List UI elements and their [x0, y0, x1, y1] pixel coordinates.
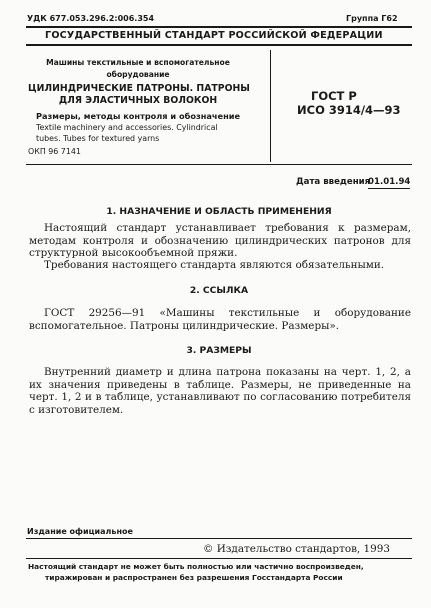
header-rule-top — [26, 26, 412, 28]
title-line2: оборудование — [106, 70, 170, 79]
header-rule-bottom — [26, 44, 412, 46]
copyright-notice-2: тиражирован и распространен без разрешения Госстандарта России — [45, 573, 343, 582]
title-main2: ДЛЯ ЭЛАСТИЧНЫХ ВОЛОКОН — [58, 95, 218, 106]
title-block-rule — [26, 164, 412, 165]
title-english-1: Textile machinery and accessories. Cylindrical — [36, 123, 218, 132]
title-line1: Машины текстильные и вспомогательное — [46, 58, 230, 67]
intro-date-value: 01.01.94 — [368, 177, 411, 187]
official-edition: Издание официальное — [27, 527, 133, 536]
title-divider — [270, 50, 271, 162]
title-subtitle: Размеры, методы контроля и обозначение — [36, 111, 241, 121]
copyright-notice-1: Настоящий стандарт не может быть полностью или частично воспроизведен, — [28, 562, 364, 571]
title-english-2: tubes. Tubes for textured yarns — [36, 134, 160, 143]
section2-title: 2. ССЫЛКА — [189, 285, 249, 296]
section1-title: 1. НАЗНАЧЕНИЕ И ОБЛАСТЬ ПРИМЕНЕНИЯ — [106, 206, 332, 217]
section1-paragraph1: Настоящий стандарт устанавливает требования к размерам, методам контроля и обозначению цилиндрических патронов для структурной высокообъемной пряжи. — [29, 222, 411, 260]
section1-paragraph2: Требования настоящего стандарта являются обязательными. — [44, 259, 385, 271]
intro-date-label: Дата введения — [296, 177, 371, 187]
gost-code: ГОСТ Р — [311, 89, 357, 103]
section3-paragraph1: Внутренний диаметр и длина патрона показаны на черт. 1, 2, а их значения приведены в таблице. Размеры, не приведенные на черт. 1, 2 и в таблице, устанавливают по согласованию потребителя с изготовителем. — [29, 366, 411, 416]
footer-rule-bottom — [26, 558, 412, 559]
group-label: Группа Г62 — [346, 14, 398, 23]
title-main1: ЦИЛИНДРИЧЕСКИЕ ПАТРОНЫ. ПАТРОНЫ — [28, 83, 250, 94]
udc-code: УДК 677.053.296.2:006.354 — [27, 14, 155, 23]
okp-code: ОКП 96 7141 — [28, 147, 81, 156]
section3-title: 3. РАЗМЕРЫ — [186, 345, 252, 356]
publisher-copyright: © Издательство стандартов, 1993 — [203, 543, 390, 555]
footer-rule-top — [26, 538, 412, 539]
iso-code: ИСО 3914/4—93 — [297, 103, 401, 117]
section2-paragraph1: ГОСТ 29256—91 «Машины текстильные и оборудование вспомогательное. Патроны цилиндрические. Размеры». — [29, 307, 411, 332]
standard-title: ГОСУДАРСТВЕННЫЙ СТАНДАРТ РОССИЙСКОЙ ФЕДЕРАЦИИ — [45, 30, 383, 41]
